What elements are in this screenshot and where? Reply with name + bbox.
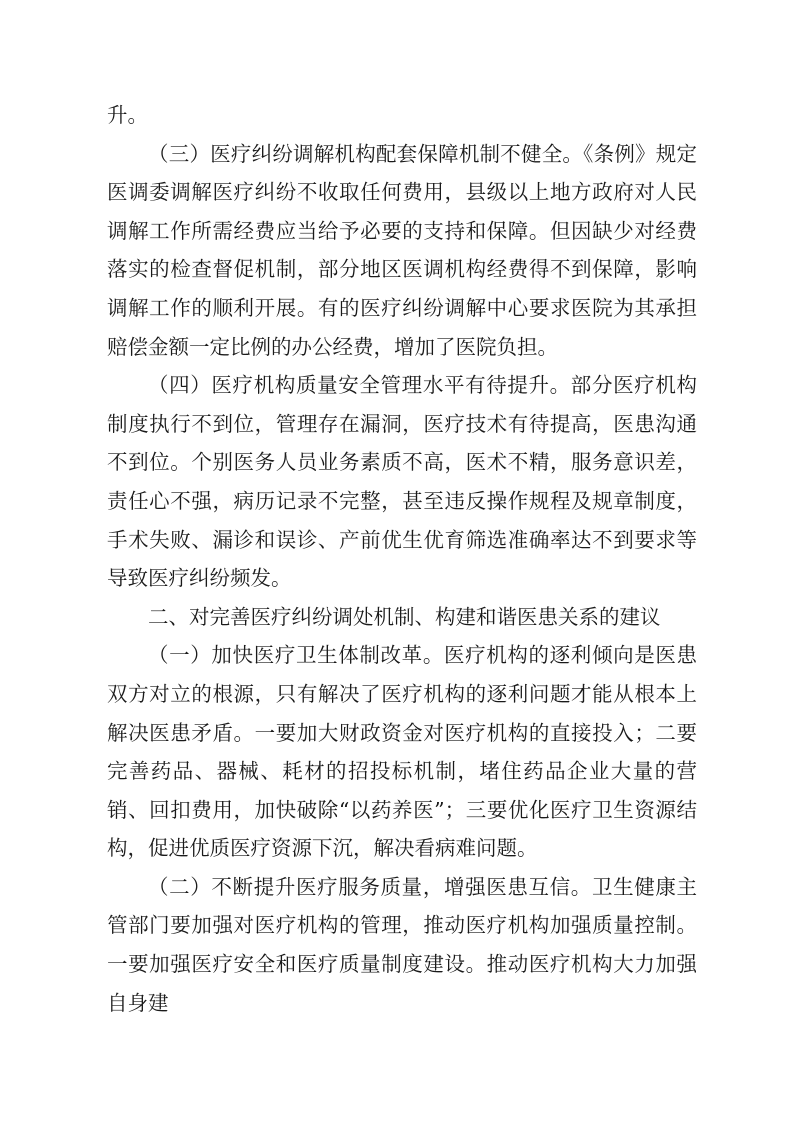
paragraph-section-four: （四）医疗机构质量安全管理水平有待提升。部分医疗机构制度执行不到位，管理存在漏洞，医疗技术有待提高，医患沟通不到位。个别医务人员业务素质不高，医术不精，服务意识差，责任心不强，病历记录不完整，甚至违反操作规程及规章制度，手术失败、漏诊和误诊、产前优生优育筛选准确率达不到要求等导致医疗纠纷频发。 (107, 373, 697, 591)
section-heading-two: 二、对完善医疗纠纷调处机制、构建和谐医患关系的建议 (148, 604, 661, 629)
paragraph-subsection-one: （一）加快医疗卫生体制改革。医疗机构的逐利倾向是医患双方对立的根源，只有解决了医疗机构的逐利问题才能从根本上解决医患矛盾。一要加大财政资金对医疗机构的直接投入；二要完善药品、器械、耗材的招投标机制，堵住药品企业大量的营销、回扣费用，加快破除“以药养医”；三要优化医疗卫生资源结构，促进优质医疗资源下沉，解决看病难问题。 (107, 643, 697, 861)
paragraph-section-three: （三）医疗纠纷调解机构配套保障机制不健全。《条例》规定医调委调解医疗纠纷不收取任何费用，县级以上地方政府对人民调解工作所需经费应当给予必要的支持和保障。但因缺少对经费落实的检查督促机制，部分地区医调机构经费得不到保障，影响调解工作的顺利开展。有的医疗纠纷调解中心要求医院为其承担赔偿金额一定比例的办公经费，增加了医院负担。 (107, 141, 697, 359)
paragraph-subsection-two: （二）不断提升医疗服务质量，增强医患互信。卫生健康主管部门要加强对医疗机构的管理，推动医疗机构加强质量控制。一要加强医疗安全和医疗质量制度建设。推动医疗机构大力加强自身建 (107, 874, 697, 1015)
paragraph-continuation: 升。 (107, 103, 148, 127)
document-body (107, 96, 697, 1022)
